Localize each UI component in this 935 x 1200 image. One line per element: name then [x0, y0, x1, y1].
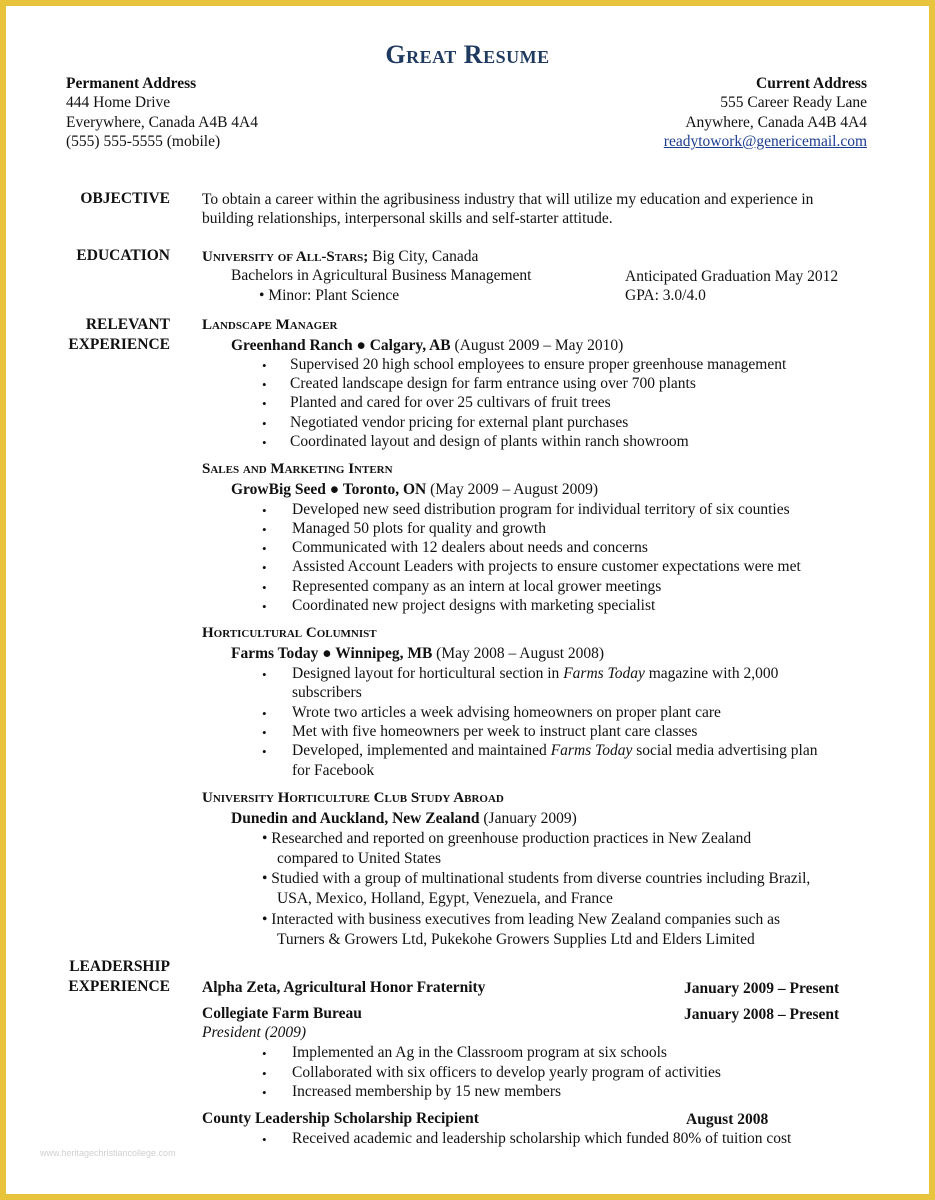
bullet-icon: •	[262, 358, 267, 373]
bullet-icon: •	[262, 706, 267, 721]
job-bullet: • Researched and reported on greenhouse production practices in New Zealand	[262, 830, 752, 847]
job-title: Landscape Manager	[202, 317, 338, 333]
job-bullet-continuation: compared to United States	[277, 850, 441, 867]
school-location: Big City, Canada	[368, 248, 479, 265]
bullet-icon: •	[262, 580, 267, 595]
job-dates: (May 2009 – August 2009)	[426, 481, 599, 498]
bullet-icon: •	[262, 435, 267, 450]
watermark-text: www.heritagechristiancollege.com	[40, 1148, 176, 1158]
job-bullet-rest: magazine with 2,000	[644, 665, 779, 682]
bullet-icon: •	[262, 377, 267, 392]
permanent-address-line2: Everywhere, Canada A4B 4A4	[66, 114, 258, 131]
current-address-label: Current Address	[756, 75, 867, 92]
job-title: Sales and Marketing Intern	[202, 461, 393, 477]
job-title: University Horticulture Club Study Abroad	[202, 790, 504, 806]
bullet-icon: •	[262, 1046, 267, 1061]
job-dates: (August 2009 – May 2010)	[450, 337, 624, 354]
bullet-icon: •	[262, 725, 267, 740]
current-address-line1: 555 Career Ready Lane	[720, 94, 867, 111]
leadership-item-name: Collegiate Farm Bureau	[202, 1005, 362, 1022]
leadership-heading-1: LEADERSHIP	[69, 958, 170, 975]
job-employer: Dunedin and Auckland, New Zealand	[231, 810, 480, 827]
job-employer: GrowBig Seed ● Toronto, ON	[231, 481, 427, 498]
job-bullet: Developed new seed distribution program for individual territory of six counties	[292, 501, 790, 518]
job-bullet: Planted and cared for over 25 cultivars of fruit trees	[290, 394, 611, 411]
job-bullet: Managed 50 plots for quality and growth	[292, 520, 546, 537]
minor: • Minor: Plant Science	[259, 287, 400, 304]
leadership-item-dates: January 2009 – Present	[684, 980, 840, 997]
leadership-item-dates: August 2008	[686, 1111, 769, 1128]
gpa: GPA: 3.0/4.0	[625, 287, 706, 304]
degree: Bachelors in Agricultural Business Management	[231, 267, 532, 284]
job-bullet: Designed layout for horticultural section in	[292, 665, 564, 682]
relevant-heading-1: RELEVANT	[85, 316, 170, 333]
job-dates: (January 2009)	[479, 810, 577, 827]
email-link[interactable]: readytowork@genericemail.com	[663, 133, 867, 150]
bullet-icon: •	[262, 541, 267, 556]
bullet-icon: •	[262, 396, 267, 411]
job-bullet-rest: social media advertising plan	[632, 742, 818, 759]
leadership-bullet: Implemented an Ag in the Classroom program at six schools	[292, 1044, 667, 1061]
bullet-icon: •	[262, 416, 267, 431]
leadership-bullet: Collaborated with six officers to develop yearly program of activities	[292, 1064, 721, 1081]
bullet-icon: •	[262, 599, 267, 614]
bullet-icon: •	[262, 1085, 267, 1100]
job-bullet: Developed, implemented and maintained	[292, 742, 551, 759]
graduation-date: Anticipated Graduation May 2012	[625, 268, 839, 285]
resume-title: Great Resume	[385, 40, 550, 69]
job-bullet: • Studied with a group of multinational students from diverse countries including Brazil,	[262, 870, 811, 887]
leadership-heading-2: EXPERIENCE	[68, 978, 170, 995]
job-bullet: Created landscape design for farm entrance using over 700 plants	[290, 375, 696, 392]
job-title: Horticultural Columnist	[202, 625, 377, 641]
objective-line2: building relationships, interpersonal skills and self-starter attitude.	[202, 210, 613, 227]
bullet-icon: •	[262, 560, 267, 575]
school-name: University of All-Stars;	[202, 249, 369, 265]
permanent-phone: (555) 555-5555 (mobile)	[66, 133, 221, 150]
permanent-address-line1: 444 Home Drive	[66, 94, 171, 111]
leadership-bullet: Increased membership by 15 new members	[292, 1083, 562, 1100]
leadership-item-dates: January 2008 – Present	[684, 1006, 840, 1023]
education-heading: EDUCATION	[76, 247, 170, 264]
permanent-address-label: Permanent Address	[66, 75, 197, 92]
leadership-role: President (2009)	[202, 1024, 307, 1041]
bullet-icon: •	[262, 503, 267, 518]
job-bullet: Negotiated vendor pricing for external plant purchases	[290, 414, 629, 431]
job-bullet-continuation: for Facebook	[292, 762, 375, 779]
job-employer: Greenhand Ranch ● Calgary, AB	[231, 337, 451, 354]
job-employer: Farms Today ● Winnipeg, MB	[231, 645, 433, 662]
job-bullet: Communicated with 12 dealers about needs and concerns	[292, 539, 648, 556]
current-address-line2: Anywhere, Canada A4B 4A4	[685, 114, 867, 131]
bullet-icon: •	[262, 1132, 267, 1147]
objective-line1: To obtain a career within the agribusiness industry that will utilize my education and experience in	[202, 191, 814, 208]
job-bullet: Represented company as an intern at local grower meetings	[292, 578, 662, 595]
bullet-icon: •	[262, 667, 267, 682]
publication-name: Farms Today	[550, 742, 633, 759]
job-bullet: Wrote two articles a week advising homeowners on proper plant care	[292, 704, 721, 721]
job-bullet: Supervised 20 high school employees to ensure proper greenhouse management	[290, 356, 787, 373]
leadership-item-name: Alpha Zeta, Agricultural Honor Fraternity	[202, 979, 486, 996]
job-bullet-continuation: USA, Mexico, Holland, Egypt, Venezuela, and France	[277, 890, 613, 907]
job-bullet: Coordinated new project designs with marketing specialist	[292, 597, 656, 614]
leadership-item-name: County Leadership Scholarship Recipient	[202, 1110, 479, 1127]
job-dates: (May 2008 – August 2008)	[432, 645, 605, 662]
leadership-bullet: Received academic and leadership scholarship which funded 80% of tuition cost	[292, 1130, 792, 1147]
job-bullet: Coordinated layout and design of plants within ranch showroom	[290, 433, 689, 450]
publication-name: Farms Today	[563, 665, 645, 682]
job-bullet: • Interacted with business executives from leading New Zealand companies such as	[262, 911, 781, 928]
job-bullet-continuation: Turners & Growers Ltd, Pukekohe Growers Supplies Ltd and Elders Limited	[277, 931, 755, 948]
job-bullet: Assisted Account Leaders with projects to ensure customer expectations were met	[292, 558, 801, 575]
bullet-icon: •	[262, 744, 267, 759]
bullet-icon: •	[262, 1066, 267, 1081]
job-bullet-continuation: subscribers	[292, 684, 362, 701]
relevant-heading-2: EXPERIENCE	[68, 336, 170, 353]
bullet-icon: •	[262, 522, 267, 537]
objective-heading: OBJECTIVE	[80, 190, 170, 207]
job-bullet: Met with five homeowners per week to instruct plant care classes	[292, 723, 698, 740]
